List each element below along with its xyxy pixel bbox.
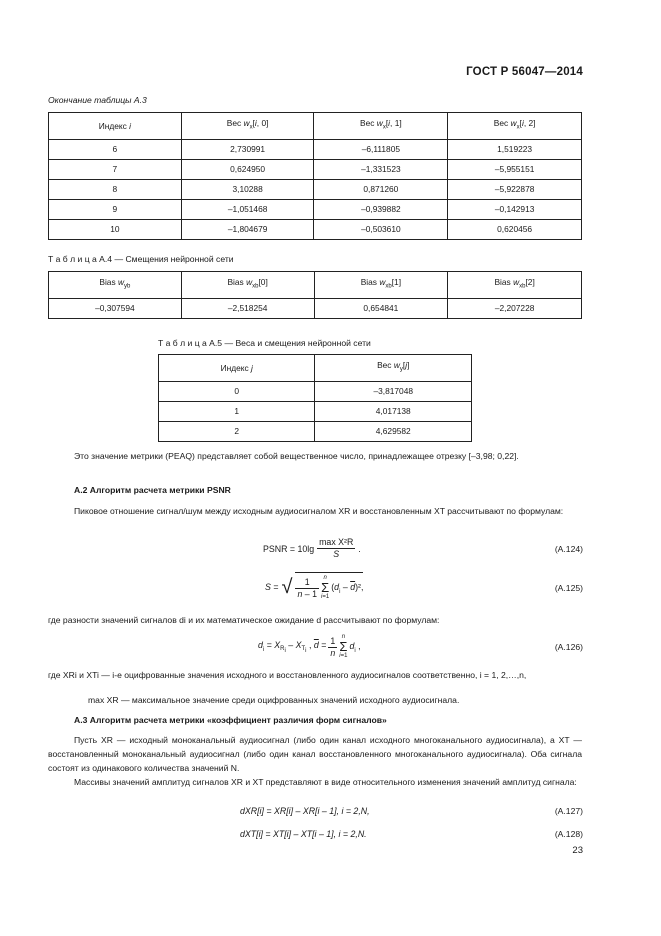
peaq-note: Это значение метрики (PEAQ) представляет собой вещественное число, принадлежащее отрезку [–3,98; 0,22]. (74, 451, 519, 461)
table-cell: 0,654841 (314, 299, 448, 319)
table-cell: 4,017138 (315, 402, 472, 422)
table-cell: –5,922878 (448, 180, 582, 200)
formula-a124-label: PSNR = 10lg (263, 543, 315, 554)
header-weight-wy: Вес $w_y[j]$ (315, 355, 472, 382)
page-number: 23 (572, 845, 583, 856)
formula-a127-number: (А.127) (554, 806, 583, 816)
formula-a124: PSNR = 10lg $\frac{\text{max X²R}}{S}$ . (263, 537, 361, 559)
table-cell: –0,307594 (49, 299, 182, 319)
table-row (49, 160, 582, 180)
table-cell: 7 (49, 160, 182, 180)
formula-a125: S = √ $\frac{1}{n - 1}$ n Σ i=1 $(d_i - \overline{d})^2$, (265, 572, 363, 601)
header-bias-wxb-1: Bias $w_{xb}[1]$ (314, 272, 448, 299)
table-row (49, 180, 582, 200)
formula-a128-number: (А.128) (554, 829, 583, 839)
table-cell: –0,503610 (314, 220, 448, 240)
table-cell: –2,207228 (448, 299, 582, 319)
where-clause-2: max XR — максимальное значение среди оцифрованных значений исходного аудиосигнала. (88, 695, 460, 705)
table-cell: 1,519223 (448, 140, 582, 160)
formula-a124-fraction (317, 537, 355, 560)
table-cell: 0,624950 (181, 160, 314, 180)
psnr-intro: Пиковое отношение сигнал/шум между исходным аудиосигналом XR и восстановленным XT рассчитывают по формулам: (74, 506, 564, 516)
header-index-i: Индекс i (49, 113, 182, 140)
table-cell: 2,730991 (181, 140, 314, 160)
table-row (49, 220, 582, 240)
formula-a125-label: S = (265, 581, 279, 592)
table-cell: –1,804679 (181, 220, 314, 240)
table-a3-header-row (49, 113, 582, 140)
header-weight-wx-2: Вес $w_x[i$, 2] (448, 113, 582, 140)
table-cell: 4,629582 (315, 422, 472, 442)
table-a5 (158, 354, 472, 442)
table-cell: –1,331523 (314, 160, 448, 180)
table-cell: –3,817048 (315, 382, 472, 402)
document-header: ГОСТ Р 56047—2014 (466, 66, 583, 78)
table-a3-caption: Окончание таблицы А.3 (48, 95, 147, 105)
formula-a124-number: (А.124) (554, 544, 583, 554)
table-cell: –5,955151 (448, 160, 582, 180)
where-clause-1: где XRi и XTi — i-е оцифрованные значения исходного и восстановленного аудиосигналов соответственно, i = 1, 2,…,n, (48, 670, 527, 680)
formula-a124-denominator: S (333, 549, 340, 559)
table-row (49, 140, 582, 160)
header-bias-wyb: Bias $w_{yb}$ (49, 272, 182, 299)
table-cell: –6,111805 (314, 140, 448, 160)
table-a4-caption: Т а б л и ц а А.4 — Смещения нейронной сети (48, 254, 234, 264)
table-cell: 10 (49, 220, 182, 240)
table-cell: 0,620456 (448, 220, 582, 240)
table-row (49, 299, 582, 319)
section-a3-paragraph-2: Массивы значений амплитуд сигналов XR и XT представляют в виде относительного изменения значений амплитуд сигнала: (74, 777, 577, 787)
table-cell: 3,10288 (181, 180, 314, 200)
table-cell: 8 (49, 180, 182, 200)
table-cell: 9 (49, 200, 182, 220)
table-row (49, 200, 582, 220)
table-cell: 1 (159, 402, 315, 422)
table-cell: 0 (159, 382, 315, 402)
formula-a125-number: (А.125) (554, 583, 583, 593)
table-cell: –1,051468 (181, 200, 314, 220)
header-weight-wx-0: Вес $w_x[i$, 0] (181, 113, 314, 140)
table-a4-header-row (49, 272, 582, 299)
formula-a127: dXR[i] = XR[i] – XR[i – 1], i = 2,N, (240, 806, 370, 816)
table-cell: 6 (49, 140, 182, 160)
section-a3-paragraph-1: Пусть XR — исходный моноканальный аудиосигнал (либо один канал исходного многоканального аудиосигнала), а XT — восстановленный моноканальный аудиосигнал (либо один канал восстановленного многоканального аудиосигнала). Оба сигнала состоят из одинакового количества значений N. (48, 735, 582, 773)
table-row (159, 382, 472, 402)
table-a3 (48, 112, 582, 240)
formula-a124-numerator: max X²R (319, 537, 354, 547)
header-index-j: Индекс j (159, 355, 315, 382)
header-bias-wxb-0: Bias $w_{xb}[0]$ (181, 272, 314, 299)
table-a5-header-row (159, 355, 472, 382)
table-a4 (48, 271, 582, 319)
table-row (159, 422, 472, 442)
table-a5-caption: Т а б л и ц а А.5 — Веса и смещения нейронной сети (158, 338, 371, 348)
formula-a126-number: (А.126) (554, 642, 583, 652)
table-cell: –0,142913 (448, 200, 582, 220)
table-cell: –0,939882 (314, 200, 448, 220)
table-cell: 2 (159, 422, 315, 442)
section-a2-heading: А.2 Алгоритм расчета метрики PSNR (74, 485, 231, 495)
formula-a126: $d_i = X_{R_i} - X_{T_i}$ , $\overline{d}$ = $\frac{1}{n}$ n Σ i=1 $d_i$ , (258, 634, 361, 659)
section-a3-heading: А.3 Алгоритм расчета метрики «коэффициент различия форм сигналов» (74, 715, 387, 725)
table-cell: 0,871260 (314, 180, 448, 200)
header-weight-wx-1: Вес $w_x[i$, 1] (314, 113, 448, 140)
table-cell: –2,518254 (181, 299, 314, 319)
diff-intro: где разности значений сигналов di и их математическое ожидание d рассчитывают по формулам: (48, 615, 440, 625)
header-bias-wxb-2: Bias $w_{xb}[2]$ (448, 272, 582, 299)
formula-a128: dXT[i] = XT[i] – XT[i – 1], i = 2,N. (240, 829, 367, 839)
table-row (159, 402, 472, 422)
